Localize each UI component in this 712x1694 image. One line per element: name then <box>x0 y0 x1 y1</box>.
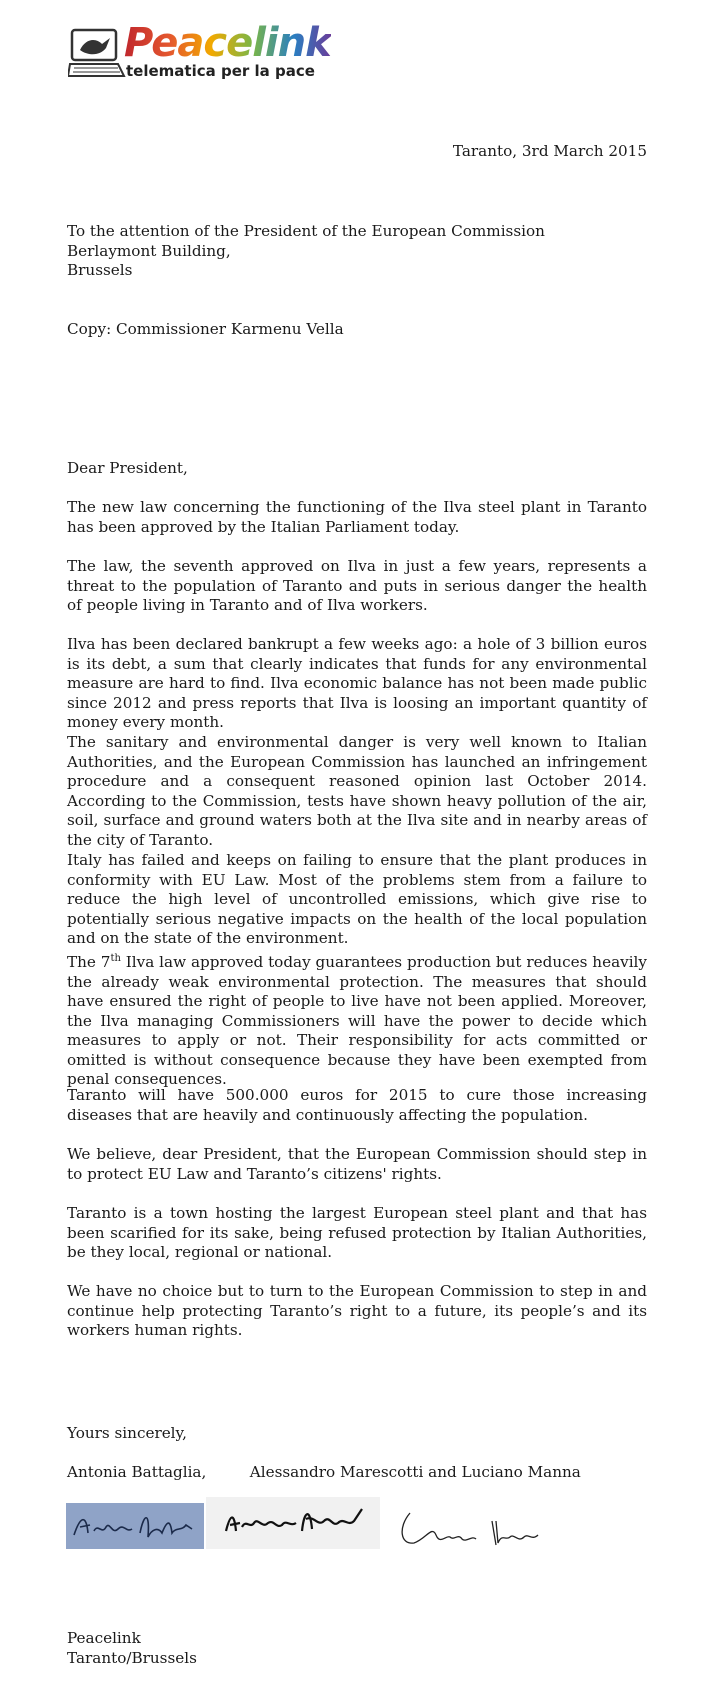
copy-line: Copy: Commissioner Karmenu Vella <box>67 320 344 338</box>
address-line: Brussels <box>67 261 133 279</box>
paragraph: The new law concerning the functioning of the Ilva steel plant in Taranto has been approved by the Italian Parliament today. <box>67 498 647 536</box>
signatory-names: Antonia Battaglia, Alessandro Marescotti and Luciano Manna <box>67 1463 581 1481</box>
org-location: Taranto/Brussels <box>67 1648 197 1667</box>
organization-block <box>67 1629 197 1668</box>
paragraph: We believe, dear President, that the European Commission should step in to protect EU Law and Taranto’s citizens' rights. <box>67 1145 647 1183</box>
signature-manna <box>392 1505 552 1555</box>
paragraph: Taranto will have 500.000 euros for 2015 to cure those increasing diseases that are heavily and continuously affecting the population. <box>67 1086 647 1124</box>
org-name: Peacelink <box>67 1629 141 1647</box>
paragraph: The law, the seventh approved on Ilva in just a few years, represents a threat to the population of Taranto and puts in serious danger the health of people living in Taranto and of Ilva workers. <box>67 557 647 614</box>
paragraph: The sanitary and environmental danger is very well known to Italian Authorities, and the European Commission has launched an infringement procedure and a consequent reasoned opinion last October 2014. According to the Commission, tests have shown heavy pollution of the air, soil, surface and ground waters both at the Ilva site and in nearby areas of the city of Taranto. <box>67 733 647 849</box>
address-line: Berlaymont Building, <box>67 241 231 260</box>
peacelink-logo <box>68 20 331 84</box>
recipient-address <box>67 222 545 281</box>
signature-battaglia <box>66 1503 204 1549</box>
closing: Yours sincerely, <box>67 1424 187 1442</box>
paragraph: Italy has failed and keeps on failing to ensure that the plant produces in conformity with EU Law. Most of the problems stem from a failure to reduce the high level of uncontrolled emissions, which give rise to potentially serious negative impacts on the health of the local population and on the state of the environment. <box>67 851 647 947</box>
logo-wordmark: Peacelink <box>124 20 331 66</box>
paragraph: The 7th Ilva law approved today guarantees production but reduces heavily the already weak environmental protection. The measures that should have ensured the right of people to live have not been applied. Moreover, the Ilva managing Commissioners will have the power to decide which measures to apply or not. Their responsibility for acts committed or omitted is without consequence because they have been exempted from penal consequences. <box>67 953 647 1089</box>
address-line: To the attention of the President of the European Commission <box>67 222 545 240</box>
signature-marescotti <box>206 1497 380 1549</box>
salutation: Dear President, <box>67 459 188 477</box>
dove-computer-icon <box>68 26 128 82</box>
paragraph: We have no choice but to turn to the European Commission to step in and continue help protecting Taranto’s right to a future, its people’s and its workers human rights. <box>67 1282 647 1339</box>
paragraph: Taranto is a town hosting the largest European steel plant and that has been scarified for its sake, being refused protection by Italian Authorities, be they local, regional or national. <box>67 1204 647 1261</box>
letter-date: Taranto, 3rd March 2015 <box>452 142 647 160</box>
logo-tagline: telematica per la pace <box>126 62 315 80</box>
paragraph: Ilva has been declared bankrupt a few weeks ago: a hole of 3 billion euros is its debt, a sum that clearly indicates that funds for any environmental measure are hard to find. Ilva economic balance has not been made public since 2012 and press reports that Ilva is loosing an important quantity of money every month. <box>67 635 647 731</box>
